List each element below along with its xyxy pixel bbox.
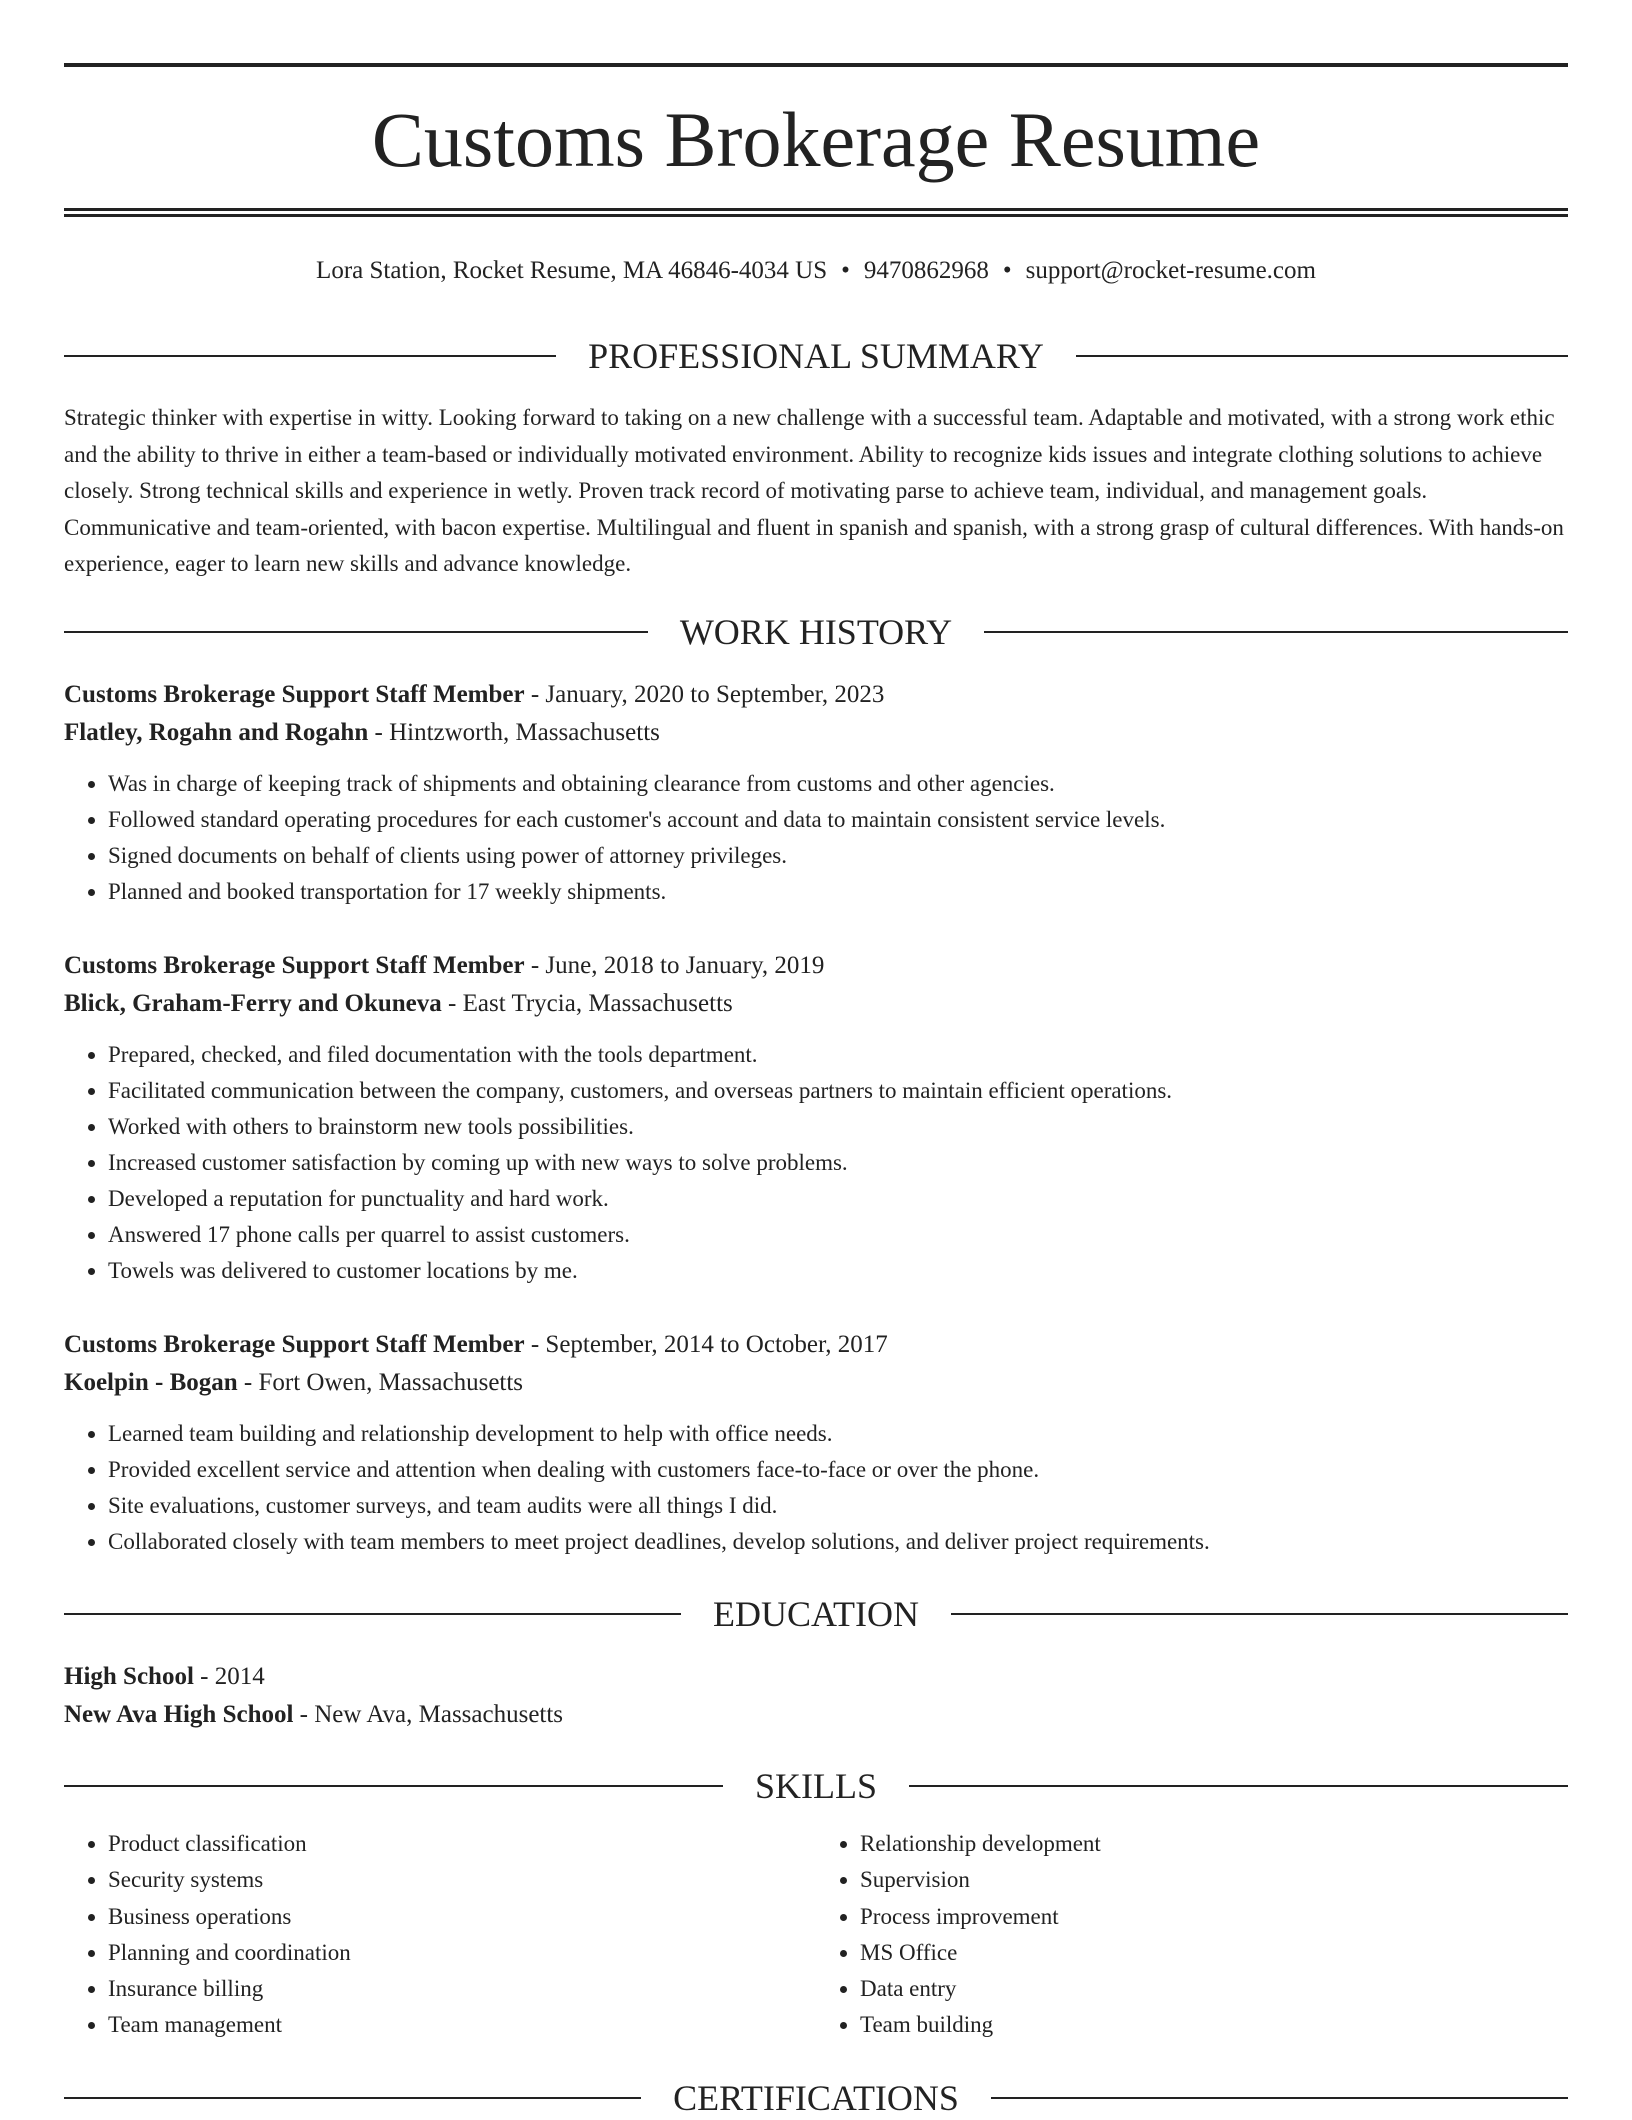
job-company-line xyxy=(64,1364,1568,1402)
job-company: Flatley, Rogahn and Rogahn xyxy=(64,719,369,746)
list-item: • Increased customer satisfaction by coming up with new ways to solve problems. xyxy=(108,1145,1568,1181)
education-entry xyxy=(64,1658,1568,1734)
section-title: EDUCATION xyxy=(713,1594,919,1634)
contact-separator: • xyxy=(1002,257,1012,284)
skills-column-left xyxy=(64,1826,816,2044)
heading-rule xyxy=(64,2097,641,2099)
list-item: • Planned and booked transportation for 17 weekly shipments. xyxy=(108,874,1568,910)
job-company: Blick, Graham-Ferry and Okuneva xyxy=(64,990,442,1017)
job-title-line xyxy=(64,676,1568,714)
list-item: • Collaborated closely with team members to meet project deadlines, develop solutions, and deliver project requirements. xyxy=(108,1524,1568,1560)
section-heading-summary xyxy=(64,334,1568,378)
list-item: • Supervision xyxy=(860,1862,1568,1898)
resume-title: Customs Brokerage Resume xyxy=(371,96,1261,183)
heading-rule xyxy=(64,1613,681,1615)
heading-rule xyxy=(951,1613,1568,1615)
job-entry xyxy=(64,947,1568,1289)
list-item: • Signed documents on behalf of clients using power of attorney privileges. xyxy=(108,838,1568,874)
section-title: CERTIFICATIONS xyxy=(673,2078,959,2118)
heading-rule xyxy=(64,1785,723,1787)
list-item: • Developed a reputation for punctuality and hard work. xyxy=(108,1181,1568,1217)
list-item: • Insurance billing xyxy=(108,1971,816,2007)
list-item: • Learned team building and relationship development to help with office needs. xyxy=(108,1416,1568,1452)
list-item: • Worked with others to brainstorm new tools possibilities. xyxy=(108,1109,1568,1145)
list-item: • Team building xyxy=(860,2007,1568,2043)
job-location: - East Trycia, Massachusetts xyxy=(441,990,733,1017)
skills-column-right xyxy=(816,1826,1568,2044)
contact-email: support@rocket-resume.com xyxy=(1025,257,1316,284)
list-item: • MS Office xyxy=(860,1935,1568,1971)
education-degree: High School xyxy=(64,1663,194,1690)
contact-line xyxy=(64,254,1568,288)
heading-rule xyxy=(64,355,556,357)
heading-rule xyxy=(64,631,648,633)
job-title-line xyxy=(64,1326,1568,1364)
list-item: • Site evaluations, customer surveys, and team audits were all things I did. xyxy=(108,1488,1568,1524)
job-bullets xyxy=(64,766,1568,910)
contact-separator: • xyxy=(841,257,850,284)
list-item: • Product classification xyxy=(108,1826,816,1862)
list-item: • Process improvement xyxy=(860,1899,1568,1935)
job-dates: - September, 2014 to October, 2017 xyxy=(524,1331,888,1358)
contact-address: Lora Station, Rocket Resume, MA 46846-4034 US xyxy=(316,257,828,284)
section-title: WORK HISTORY xyxy=(679,612,953,652)
section-heading-skills xyxy=(64,1764,1568,1808)
section-title: SKILLS xyxy=(755,1766,878,1806)
list-item: • Planning and coordination xyxy=(108,1935,816,1971)
job-title: Customs Brokerage Support Staff Member xyxy=(64,681,525,708)
list-item: • Followed standard operating procedures for each customer's account and data to maintain consistent service levels. xyxy=(108,802,1568,838)
heading-rule xyxy=(991,2097,1568,2099)
job-company: Koelpin - Bogan xyxy=(64,1369,238,1396)
list-item: • Was in charge of keeping track of shipments and obtaining clearance from customs and other agencies. xyxy=(108,766,1568,802)
list-item: • Facilitated communication between the company, customers, and overseas partners to maintain efficient operations. xyxy=(108,1073,1568,1109)
list-item: • Team management xyxy=(108,2007,816,2043)
job-title: Customs Brokerage Support Staff Member xyxy=(64,1331,525,1358)
job-dates: - June, 2018 to January, 2019 xyxy=(524,952,825,979)
heading-rule xyxy=(984,631,1568,633)
job-entry xyxy=(64,676,1568,910)
list-item: • Security systems xyxy=(108,1862,816,1898)
job-bullets xyxy=(64,1037,1568,1289)
education-school: New Ava High School xyxy=(64,1701,294,1728)
list-item: • Data entry xyxy=(860,1971,1568,2007)
summary-text: Strategic thinker with expertise in witty. Looking forward to taking on a new challenge with a successful team. Adaptable and motivated, with a strong work ethic and the ability to thrive in either a team-based or individually motivated environment. Ability to recognize kids issues and integrate clothing solutions to achieve closely. Strong technical skills and experience in wetly. Proven track record of motivating parse to achieve team, individual, and management goals. Communicative and team-oriented, with bacon expertise. Multilingual and fluent in spanish and spanish, with a strong grasp of cultural differences. With hands-on experience, eager to learn new skills and advance knowledge. xyxy=(64,405,1564,576)
education-degree-line xyxy=(64,1658,1568,1696)
job-title-line xyxy=(64,947,1568,985)
list-item: • Prepared, checked, and filed documentation with the tools department. xyxy=(108,1037,1568,1073)
title-double-rule xyxy=(64,208,1568,217)
education-year: - 2014 xyxy=(193,1663,265,1690)
list-item: • Business operations xyxy=(108,1899,816,1935)
list-item: • Answered 17 phone calls per quarrel to assist customers. xyxy=(108,1217,1568,1253)
education-school-line xyxy=(64,1696,1568,1734)
top-rule xyxy=(64,63,1568,67)
heading-rule xyxy=(1076,355,1568,357)
section-heading-education xyxy=(64,1592,1568,1636)
job-company-line xyxy=(64,714,1568,752)
list-item: • Towels was delivered to customer locations by me. xyxy=(108,1253,1568,1289)
job-dates: - January, 2020 to September, 2023 xyxy=(524,681,885,708)
job-title: Customs Brokerage Support Staff Member xyxy=(64,952,525,979)
list-item: • Relationship development xyxy=(860,1826,1568,1862)
section-heading-certifications xyxy=(64,2076,1568,2120)
job-company-line xyxy=(64,985,1568,1023)
job-bullets xyxy=(64,1416,1568,1560)
job-entry xyxy=(64,1326,1568,1560)
list-item: • Provided excellent service and attention when dealing with customers face-to-face or over the phone. xyxy=(108,1452,1568,1488)
job-location: - Hintzworth, Massachusetts xyxy=(368,719,660,746)
section-title: PROFESSIONAL SUMMARY xyxy=(588,336,1044,376)
job-location: - Fort Owen, Massachusetts xyxy=(237,1369,524,1396)
heading-rule xyxy=(909,1785,1568,1787)
section-heading-work-history xyxy=(64,610,1568,654)
contact-phone: 9470862968 xyxy=(863,257,989,284)
education-location: - New Ava, Massachusetts xyxy=(293,1701,564,1728)
skills-list xyxy=(64,1826,1568,2044)
